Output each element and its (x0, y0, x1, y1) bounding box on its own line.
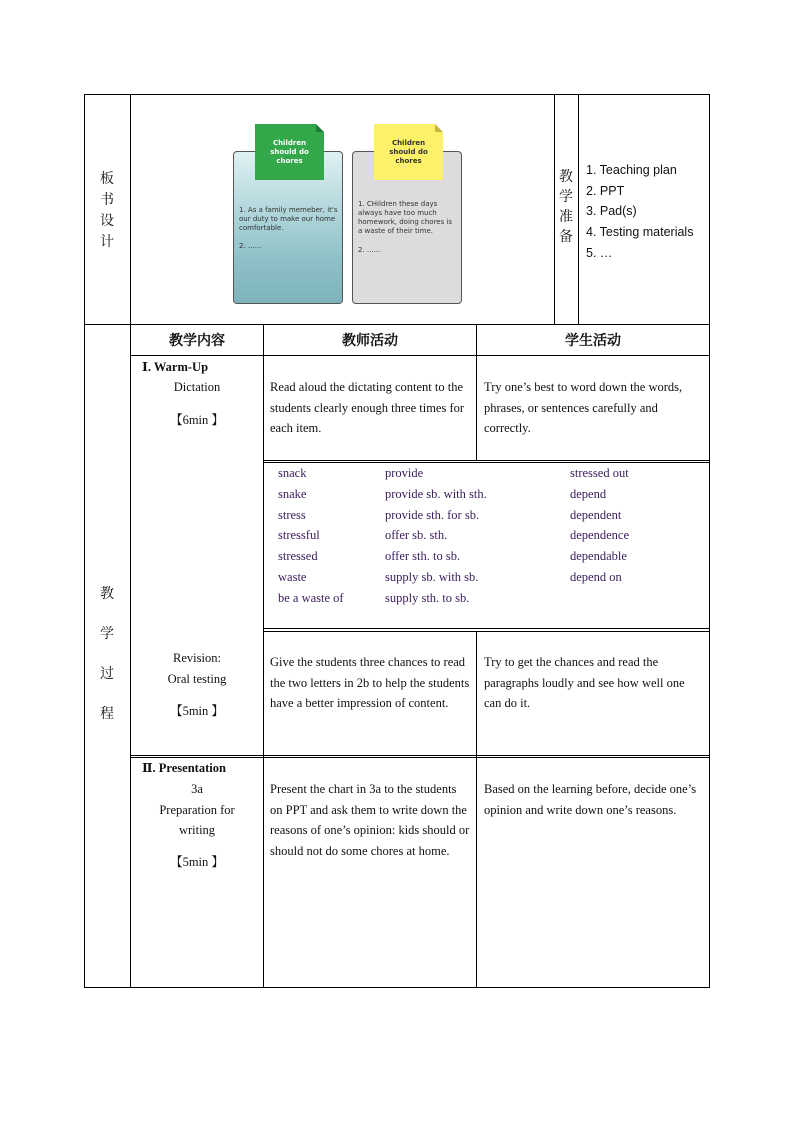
revision-time: 【5min 】 (170, 704, 224, 718)
grid-line (264, 631, 709, 632)
list-item: offer sb. sth. (385, 528, 448, 543)
note-fold (435, 124, 443, 132)
list-item: stressed out (570, 466, 629, 480)
sticky-note-green: Children should do chores (255, 124, 324, 180)
list-item: 1. Teaching plan (586, 163, 677, 177)
grid-line (554, 95, 555, 325)
card-text: 1. CHildren these days always have too much homework, doing chores is a waste of their time. (358, 200, 453, 235)
list-item: dependable (570, 549, 627, 564)
warmup-sub: Dictation (173, 380, 221, 394)
header-student: 学生活动 (565, 333, 621, 349)
list-item: dependence (570, 528, 629, 543)
list-item: stress (278, 507, 306, 522)
list-item: depend (570, 486, 607, 501)
list-item: supply sb. with sb. (385, 569, 479, 584)
presentation-title: Ⅱ. Presentation (142, 761, 226, 775)
revision-teacher: Give the students three chances to read the two letters in 2b to help the students have a better impression of content. (270, 655, 470, 711)
vocab-col-3 (570, 463, 629, 588)
warmup-time: 【6min 】 (170, 413, 224, 427)
teaching-process-label: 教 学 过 程 (100, 586, 114, 722)
list-item: snack (278, 466, 307, 480)
presentation-sub1: 3a (191, 782, 203, 796)
list-item: stressful (278, 528, 320, 543)
grid-line (476, 631, 477, 988)
list-item: depend on (570, 569, 622, 584)
list-item: 4. Testing materials (586, 225, 694, 240)
revision-student: Try to get the chances and read the paragraphs loudly and see how well one can do it. (484, 655, 685, 711)
grid-line (264, 628, 709, 629)
presentation-sub3: writing (178, 823, 216, 837)
header-content: 教学内容 (169, 333, 225, 349)
revision-sub: Oral testing (167, 672, 227, 686)
list-item: dependent (570, 507, 622, 522)
list-item: 3. Pad(s) (586, 204, 637, 219)
note-fold (316, 124, 324, 132)
revision-title: Revision: (173, 651, 221, 665)
list-item: provide sth. for sb. (385, 507, 480, 522)
list-item: provide (385, 466, 424, 480)
list-item: be a waste of (278, 590, 344, 605)
list-item: snake (278, 486, 307, 501)
vocab-col-1 (278, 463, 344, 609)
list-item: waste (278, 569, 307, 584)
header-teacher: 教师活动 (342, 333, 398, 349)
presentation-sub2: Preparation for (159, 803, 235, 817)
teaching-prep-label: 教 学 准 备 (559, 169, 573, 245)
warmup-student: Try one’s best to word down the words, phrases, or sentences carefully and correctly. (484, 380, 683, 436)
sticky-note-yellow: Children should do chores (374, 124, 443, 180)
presentation-teacher: Present the chart in 3a to the students on PPT and ask them to write down the reasons of one’s opinion: kids should or should not do some chores at home. (270, 782, 470, 859)
list-item: supply sth. to sb. (385, 590, 470, 605)
presentation-student: Based on the learning before, decide one’s opinion and write down one’s reasons. (484, 782, 697, 817)
grid-line (264, 460, 709, 461)
list-item: 5. … (586, 245, 613, 260)
card-more: 2. ...... (358, 246, 381, 254)
presentation-time: 【5min 】 (170, 855, 224, 869)
warmup-title: Ⅰ. Warm-Up (142, 360, 209, 374)
grid-line (131, 755, 709, 756)
list-item: stressed (278, 549, 318, 564)
grid-line (263, 325, 264, 988)
list-item: provide sb. with sth. (385, 486, 487, 501)
grid-line (131, 355, 709, 356)
warmup-teacher: Read aloud the dictating content to the students clearly enough three times for each item. (270, 380, 465, 436)
board-design-label: 板 书 设 计 (100, 171, 114, 250)
card-more: 2. ...... (239, 242, 262, 250)
teaching-prep-list (586, 160, 693, 264)
vocab-col-2 (385, 463, 487, 609)
grid-line (578, 95, 579, 325)
list-item: 2. PPT (586, 183, 625, 198)
card-text: 1. As a family memeber, it's our duty to make our home comfortable. (239, 206, 338, 232)
list-item: offer sth. to sb. (385, 549, 461, 564)
